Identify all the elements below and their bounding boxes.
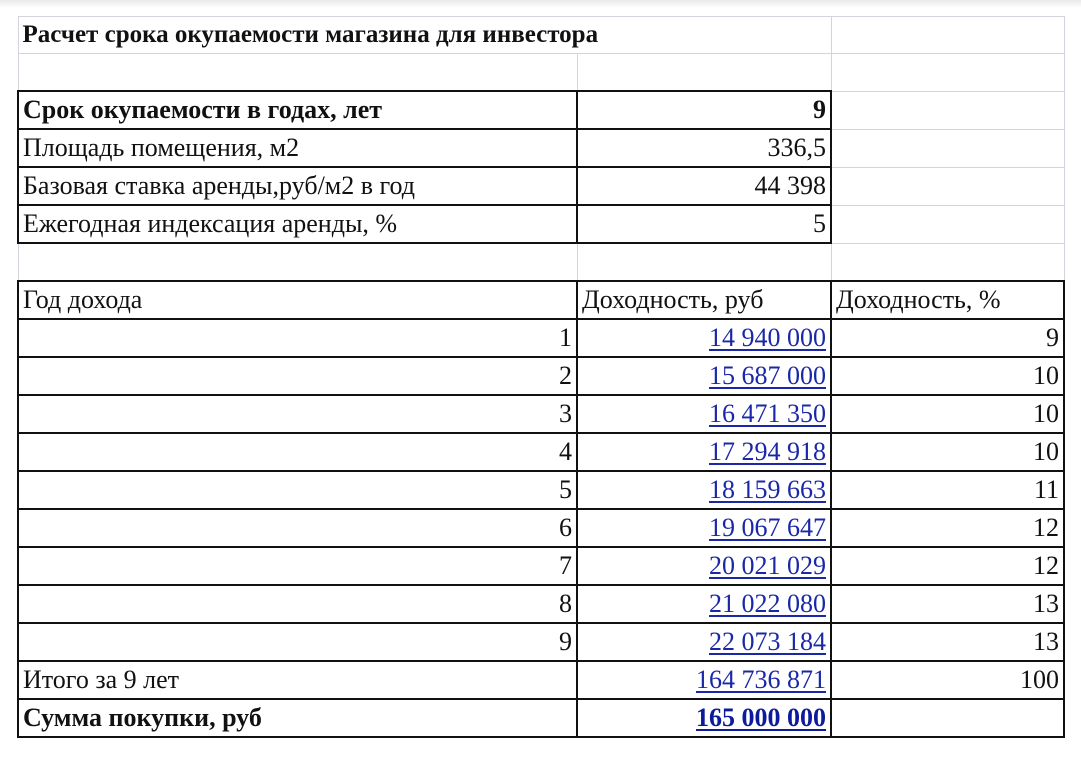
window-top-edge: [0, 0, 1081, 8]
purchase-link[interactable]: 165 000 000: [696, 703, 827, 732]
year-cell[interactable]: 9: [18, 623, 577, 661]
year-cell[interactable]: 2: [18, 357, 577, 395]
income-rub-cell[interactable]: [577, 357, 831, 395]
param-label[interactable]: Срок окупаемости в годах, лет: [18, 91, 577, 129]
income-rub-cell[interactable]: [577, 433, 831, 471]
param-value[interactable]: 5: [577, 205, 831, 243]
param-value[interactable]: 9: [577, 91, 831, 129]
year-cell[interactable]: 5: [18, 471, 577, 509]
income-link[interactable]: 15 687 000: [709, 361, 827, 390]
income-pct-cell[interactable]: 11: [831, 471, 1064, 509]
income-link[interactable]: 16 471 350: [709, 399, 827, 428]
empty-cell[interactable]: [831, 91, 1064, 129]
income-pct-cell[interactable]: 10: [831, 395, 1064, 433]
income-link[interactable]: 19 067 647: [709, 513, 827, 542]
empty-cell[interactable]: [577, 54, 831, 92]
income-rub-cell[interactable]: [577, 623, 831, 661]
purchase-value-cell[interactable]: [577, 699, 831, 737]
param-row-area: [18, 129, 1064, 167]
empty-cell[interactable]: [831, 17, 1064, 54]
empty-cell[interactable]: [831, 699, 1064, 737]
param-label[interactable]: Базовая ставка аренды,руб/м2 в год: [18, 167, 577, 205]
income-rub-cell[interactable]: [577, 547, 831, 585]
empty-cell[interactable]: [577, 243, 831, 281]
param-label[interactable]: Ежегодная индексация аренды, %: [18, 205, 577, 243]
income-pct-cell[interactable]: 10: [831, 433, 1064, 471]
table-row: [18, 509, 1064, 547]
header-income-rub[interactable]: Доходность, руб: [577, 281, 831, 319]
table-row: [18, 585, 1064, 623]
spacer-row: [18, 243, 1064, 281]
sheet-title[interactable]: Расчет срока окупаемости магазина для инвестора: [18, 17, 831, 54]
purchase-label[interactable]: Сумма покупки, руб: [18, 699, 577, 737]
year-cell[interactable]: 1: [18, 319, 577, 357]
year-cell[interactable]: 4: [18, 433, 577, 471]
income-link[interactable]: 18 159 663: [709, 475, 827, 504]
table-row: [18, 395, 1064, 433]
year-cell[interactable]: 6: [18, 509, 577, 547]
income-link[interactable]: 20 021 029: [709, 551, 827, 580]
income-rub-cell[interactable]: [577, 395, 831, 433]
table-row: [18, 471, 1064, 509]
purchase-row: [18, 699, 1064, 737]
param-value[interactable]: 44 398: [577, 167, 831, 205]
total-income-link[interactable]: 164 736 871: [696, 665, 827, 694]
empty-cell[interactable]: [18, 243, 577, 281]
table-row: [18, 433, 1064, 471]
income-pct-cell[interactable]: 12: [831, 509, 1064, 547]
table-header-row: [18, 281, 1064, 319]
empty-cell[interactable]: [831, 167, 1064, 205]
title-row: [18, 17, 1064, 54]
param-row-rate: [18, 167, 1064, 205]
income-rub-cell[interactable]: [577, 509, 831, 547]
param-value[interactable]: 336,5: [577, 129, 831, 167]
param-label[interactable]: Площадь помещения, м2: [18, 129, 577, 167]
total-label[interactable]: Итого за 9 лет: [18, 661, 577, 699]
param-row-indexation: [18, 205, 1064, 243]
header-year[interactable]: Год дохода: [18, 281, 577, 319]
table-row: [18, 319, 1064, 357]
income-link[interactable]: 22 073 184: [709, 627, 827, 656]
income-pct-cell[interactable]: 13: [831, 623, 1064, 661]
total-pct-cell[interactable]: 100: [831, 661, 1064, 699]
income-pct-cell[interactable]: 13: [831, 585, 1064, 623]
year-cell[interactable]: 8: [18, 585, 577, 623]
year-cell[interactable]: 3: [18, 395, 577, 433]
income-pct-cell[interactable]: 12: [831, 547, 1064, 585]
total-income-cell[interactable]: [577, 661, 831, 699]
income-link[interactable]: 14 940 000: [709, 323, 827, 352]
year-cell[interactable]: 7: [18, 547, 577, 585]
param-row-payback: [18, 91, 1064, 129]
income-rub-cell[interactable]: [577, 319, 831, 357]
empty-cell[interactable]: [831, 205, 1064, 243]
income-rub-cell[interactable]: [577, 585, 831, 623]
spacer-row: [18, 54, 1064, 92]
table-row: [18, 623, 1064, 661]
empty-cell[interactable]: [831, 54, 1064, 92]
income-pct-cell[interactable]: 9: [831, 319, 1064, 357]
table-row: [18, 357, 1064, 395]
total-row: [18, 661, 1064, 699]
header-income-pct[interactable]: Доходность, %: [831, 281, 1064, 319]
empty-cell[interactable]: [831, 129, 1064, 167]
income-link[interactable]: 21 022 080: [709, 589, 827, 618]
empty-cell[interactable]: [831, 243, 1064, 281]
spreadsheet-table: [17, 16, 1065, 738]
empty-cell[interactable]: [18, 54, 577, 92]
table-row: [18, 547, 1064, 585]
income-pct-cell[interactable]: 10: [831, 357, 1064, 395]
income-rub-cell[interactable]: [577, 471, 831, 509]
income-link[interactable]: 17 294 918: [709, 437, 827, 466]
